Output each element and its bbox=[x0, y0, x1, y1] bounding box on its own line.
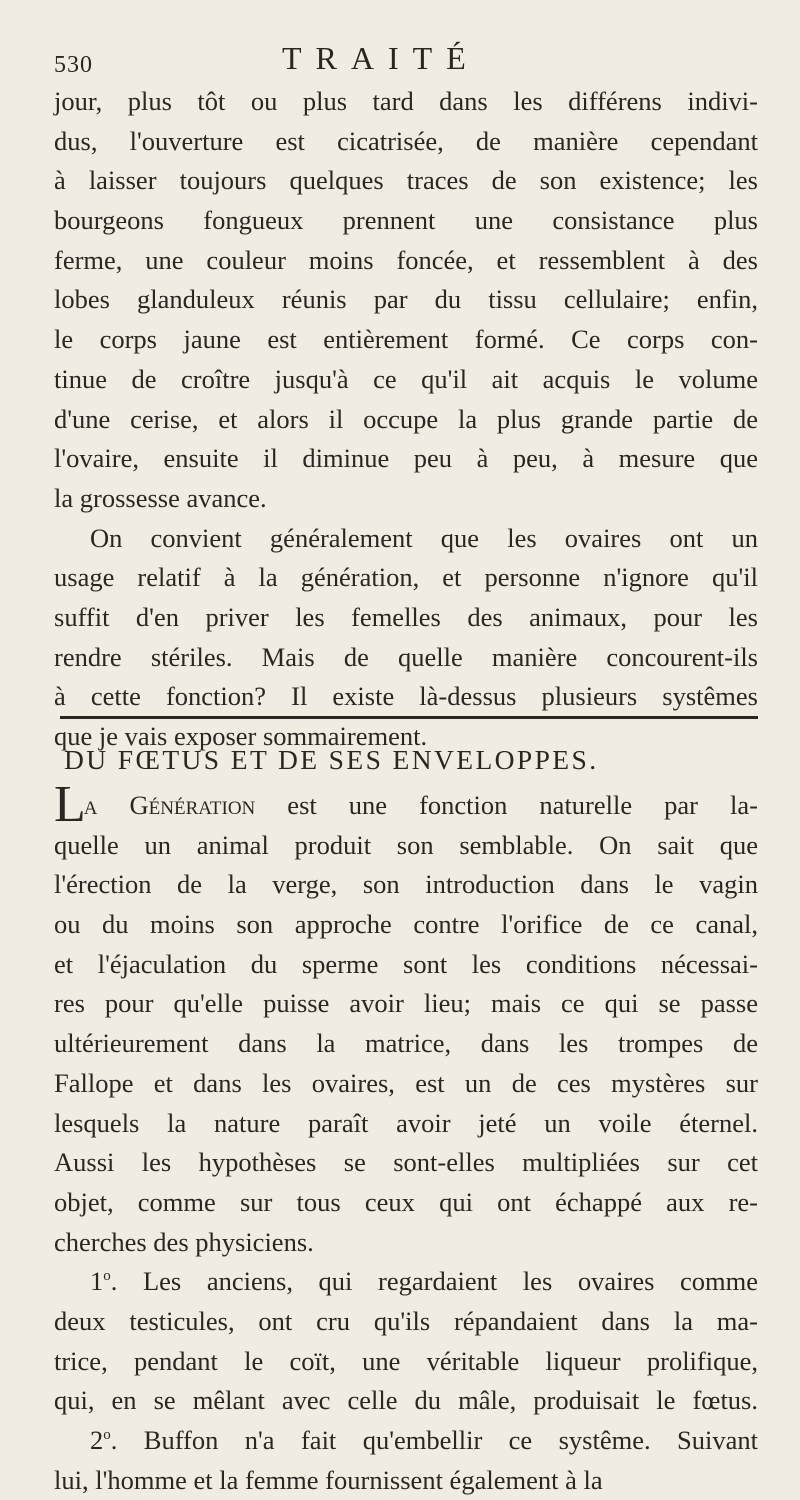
text-line: Fallope et dans les ovaires, est un de ces mystères sur bbox=[54, 1067, 758, 1098]
text-line bbox=[54, 1421, 758, 1461]
section-heading: DU FŒTUS ET DE SES ENVELOPPES. bbox=[64, 744, 599, 775]
text-line: res pour qu'elle puisse avoir lieu; mais ce qui se passe bbox=[54, 988, 758, 1019]
text-line: rendre stériles. Mais de quelle manière concourent-ils bbox=[54, 641, 758, 672]
ordinal-sup: o bbox=[103, 1427, 111, 1444]
text-line: tinue de croître jusqu'à ce qu'il ait acquis le volume bbox=[54, 363, 758, 394]
text-line: ou du moins son approche contre l'orifice de ce canal, bbox=[54, 909, 758, 940]
text-line: cherches des physiciens. bbox=[54, 1226, 314, 1257]
text-line: lui, l'homme et la femme fournissent également à la bbox=[54, 1464, 603, 1495]
text-line: jour, plus tôt ou plus tard dans les différens indivi- bbox=[54, 86, 758, 116]
list-number: 2 bbox=[90, 1425, 104, 1455]
text-line: deux testicules, ont cru qu'ils répandaient dans la ma- bbox=[54, 1305, 758, 1336]
body-text-section bbox=[54, 776, 758, 1500]
text-span: est une fonction naturelle par la- bbox=[255, 790, 758, 820]
text-line: usage relatif à la génération, et personne n'ignore qu'il bbox=[54, 562, 758, 593]
list-number: 1 bbox=[90, 1266, 104, 1297]
text-line: qui, en se mêlant avec celle du mâle, produisait le fœtus. bbox=[54, 1385, 758, 1416]
text-span: . Les anciens, qui regardaient les ovaires comme bbox=[110, 1266, 758, 1297]
text-line: à cette fonction? Il existe là-dessus plusieurs systêmes bbox=[54, 681, 758, 712]
text-line: l'ovaire, ensuite il diminue peu à peu, à mesure que bbox=[54, 443, 758, 474]
ordinal-sup: o bbox=[103, 1268, 111, 1285]
text-line: bourgeons fongueux prennent une consistance plus bbox=[54, 205, 758, 236]
text-line: trice, pendant le coït, une véritable liqueur prolifique, bbox=[54, 1345, 758, 1376]
text-line: Aussi les hypothèses se sont-elles multipliées sur cet bbox=[54, 1147, 758, 1178]
text-line: quelle un animal produit son semblable. On sait que bbox=[54, 829, 758, 860]
section-divider bbox=[60, 716, 758, 719]
page-number: 530 bbox=[54, 52, 93, 78]
text-line: à laisser toujours quelques traces de son existence; les bbox=[54, 165, 758, 196]
text-line: que je vais exposer sommairement. bbox=[54, 721, 428, 751]
text-line: objet, comme sur tous ceux qui ont échappé aux re- bbox=[54, 1186, 758, 1217]
text-line bbox=[54, 1262, 758, 1302]
text-line: ultérieurement dans la matrice, dans les trompes de bbox=[54, 1028, 758, 1059]
text-line: suffit d'en priver les femelles des animaux, pour les bbox=[54, 601, 758, 632]
text-line: d'une cerise, et alors il occupe la plus grande partie de bbox=[54, 403, 758, 434]
drop-cap: L bbox=[54, 776, 86, 833]
text-line: dus, l'ouverture est cicatrisée, de manière cependant bbox=[54, 125, 758, 156]
text-line: ferme, une couleur moins foncée, et ressemblent à des bbox=[54, 244, 758, 275]
text-line: le corps jaune est entièrement formé. Ce corps con- bbox=[54, 324, 758, 355]
text-line: et l'éjaculation du sperme sont les conditions nécessai- bbox=[54, 948, 758, 979]
page-header bbox=[54, 40, 754, 80]
body-text-top bbox=[54, 82, 758, 757]
text-line: l'érection de la verge, son introduction dans le vagin bbox=[54, 869, 758, 900]
running-title: TRAITÉ bbox=[282, 40, 480, 76]
text-span: . Buffon n'a fait qu'embellir ce systême. Suivant bbox=[110, 1425, 758, 1455]
text-line: lesquels la nature paraît avoir jeté un voile éternel. bbox=[54, 1107, 758, 1138]
small-caps-lead: a Génération bbox=[83, 790, 256, 820]
text-line bbox=[54, 776, 758, 833]
text-line: la grossesse avance. bbox=[54, 482, 267, 513]
text-line: lobes glanduleux réunis par du tissu cellulaire; enfin, bbox=[54, 284, 758, 315]
text-line: On convient généralement que les ovaires ont un bbox=[90, 522, 758, 553]
